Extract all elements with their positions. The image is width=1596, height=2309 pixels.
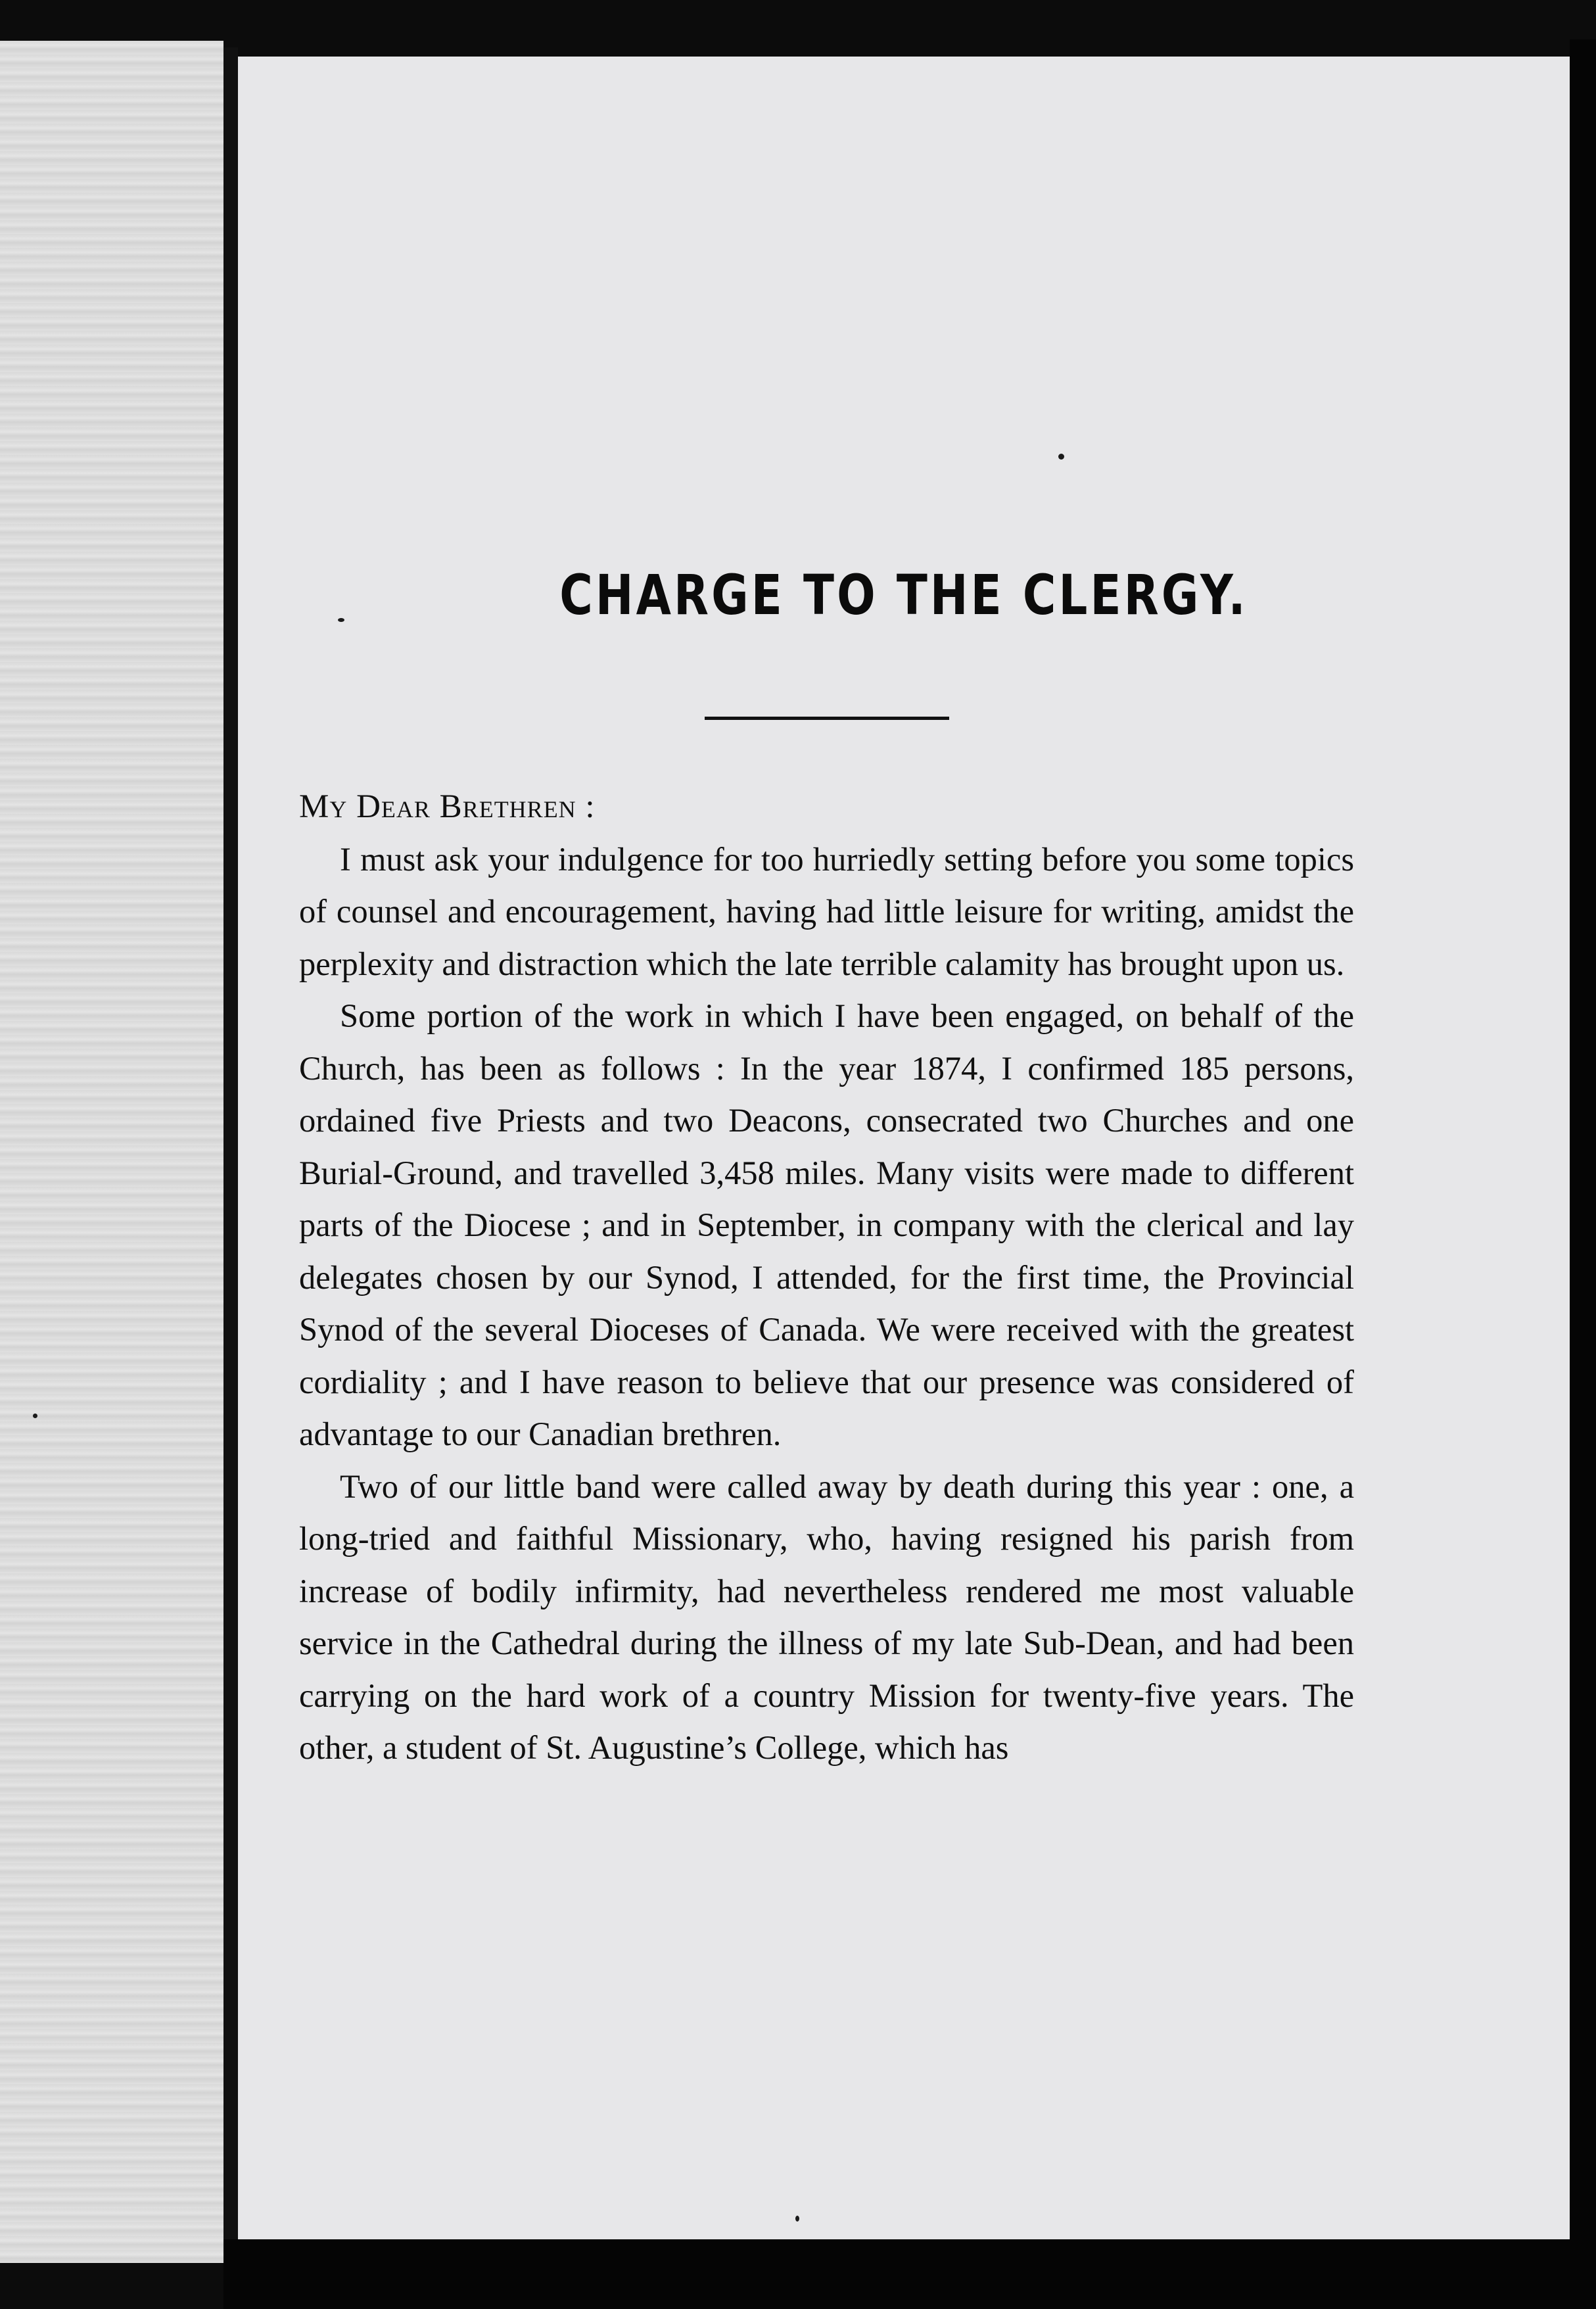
title-divider: [705, 717, 949, 720]
ink-speck: [795, 2216, 799, 2222]
salutation: My Dear Brethren :: [299, 788, 596, 825]
binding-shadow: [223, 47, 238, 2256]
ink-speck: [338, 618, 344, 622]
page-title: CHARGE TO THE CLERGY.: [559, 563, 1248, 627]
ink-speck: [33, 1414, 37, 1418]
ink-speck: [1058, 454, 1064, 460]
paragraph: Some portion of the work in which I have been engaged, on behalf of the Church, has been as follows : In the year 1874, I confirmed 185 persons, ordained five Priests and two Deacons, consecrated two Churches and one Burial-Ground, and travelled 3,458 miles. Many visits were made to different parts of the Diocese ; and in September, in company with the clerical and lay delegates chosen by our Synod, I attended, for the first time, the Provincial Synod of the several Dioceses of Canada. We were received with the greatest cordiality ; and I have reason to believe that our presence was considered of advantage to our Canadian brethren.: [299, 997, 1354, 1452]
facing-page-edge: [0, 41, 223, 2263]
paragraph: I must ask your indulgence for too hurriedly setting before you some topics of counsel and encouragement, having had little leisure for writing, amidst the perplexity and distraction which the late terrible calamity has brought upon us.: [299, 840, 1354, 982]
page-bottom-border: [223, 2239, 1596, 2309]
paragraph: Two of our little band were called away by death during this year : one, a long-tried and faithful Missionary, who, having resigned his parish from increase of bodily infirmity, had nevertheless rendered me most valuable service in the Cathedral during the illness of my late Sub-Dean, and had been carrying on the hard work of a country Mission for twenty-five years. The other, a student of St. Augustine’s College, which has: [299, 1467, 1354, 1766]
page-right-border: [1570, 39, 1596, 2309]
body-text: [299, 781, 1354, 1774]
